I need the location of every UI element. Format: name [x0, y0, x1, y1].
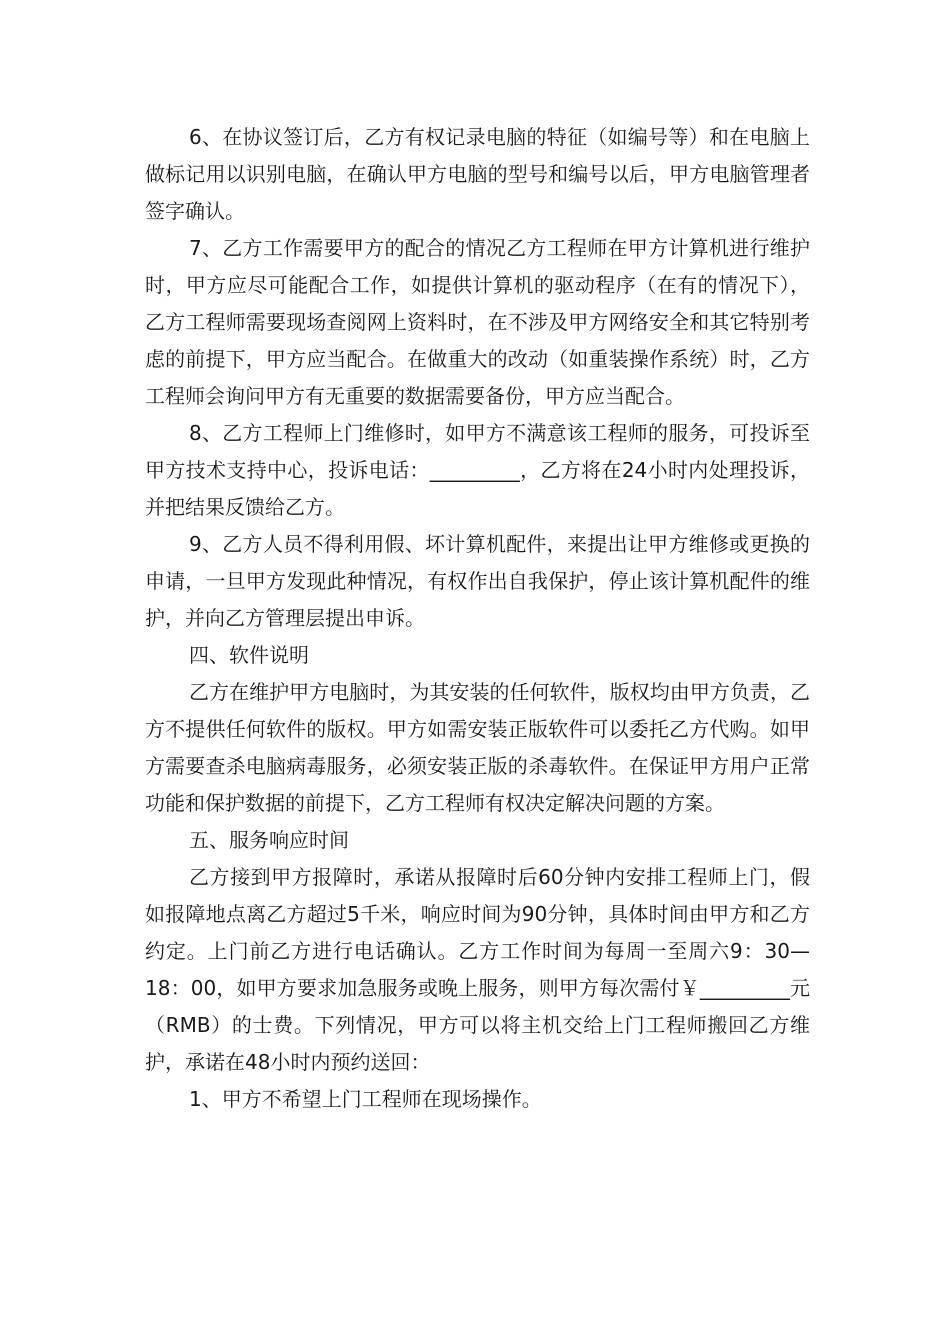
document-body [145, 119, 810, 1118]
list-item-1: 1、甲方不希望上门工程师在现场操作。 [189, 1087, 542, 1111]
clause-8-paragraph: 8、乙方工程师上门维修时，如甲方不满意该工程师的服务，可投诉至甲方技术支持中心，投诉电话：_________，乙方将在24小时内处理投诉，并把结果反馈给乙方。 [145, 421, 810, 519]
clause-7-paragraph: 7、乙方工作需要甲方的配合的情况乙方工程师在甲方计算机进行维护时，甲方应尽可能配合工作，如提供计算机的驱动程序（在有的情况下），乙方工程师需要现场查阅网上资料时，在不涉及甲方网络安全和其它特别考虑的前提下，甲方应当配合。在做重大的改动（如重装操作系统）时，乙方工程师会询问甲方有无重要的数据需要备份，甲方应当配合。 [145, 236, 810, 408]
software-description-paragraph: 乙方在维护甲方电脑时，为其安装的任何软件，版权均由甲方负责，乙方不提供任何软件的版权。甲方如需安装正版软件可以委托乙方代购。如甲方需要查杀电脑病毒服务，必须安装正版的杀毒软件。在保证甲方用户正常功能和保护数据的前提下，乙方工程师有权决定解决问题的方案。 [145, 680, 810, 815]
clause-9-paragraph: 9、乙方人员不得利用假、坏计算机配件，来提出让甲方维修或更换的申请，一旦甲方发现此种情况，有权作出自我保护，停止该计算机配件的维护，并向乙方管理层提出申诉。 [145, 532, 810, 630]
clause-6-paragraph: 6、在协议签订后，乙方有权记录电脑的特征（如编号等）和在电脑上做标记用以识别电脑，在确认甲方电脑的型号和编号以后，甲方电脑管理者签字确认。 [145, 125, 810, 223]
section-heading-software: 四、软件说明 [189, 643, 309, 667]
response-time-paragraph: 乙方接到甲方报障时，承诺从报障时后60分钟内安排工程师上门，假如报障地点离乙方超过5千米，响应时间为90分钟，具体时间由甲方和乙方约定。上门前乙方进行电话确认。乙方工作时间为每周一至周六9：30—18：00，如甲方要求加急服务或晚上服务，则甲方每次需付￥_________元（RMB）的士费。下列情况，甲方可以将主机交给上门工程师搬回乙方维护，承诺在48小时内预约送回： [145, 865, 810, 1074]
section-heading-response-time: 五、服务响应时间 [189, 828, 349, 852]
